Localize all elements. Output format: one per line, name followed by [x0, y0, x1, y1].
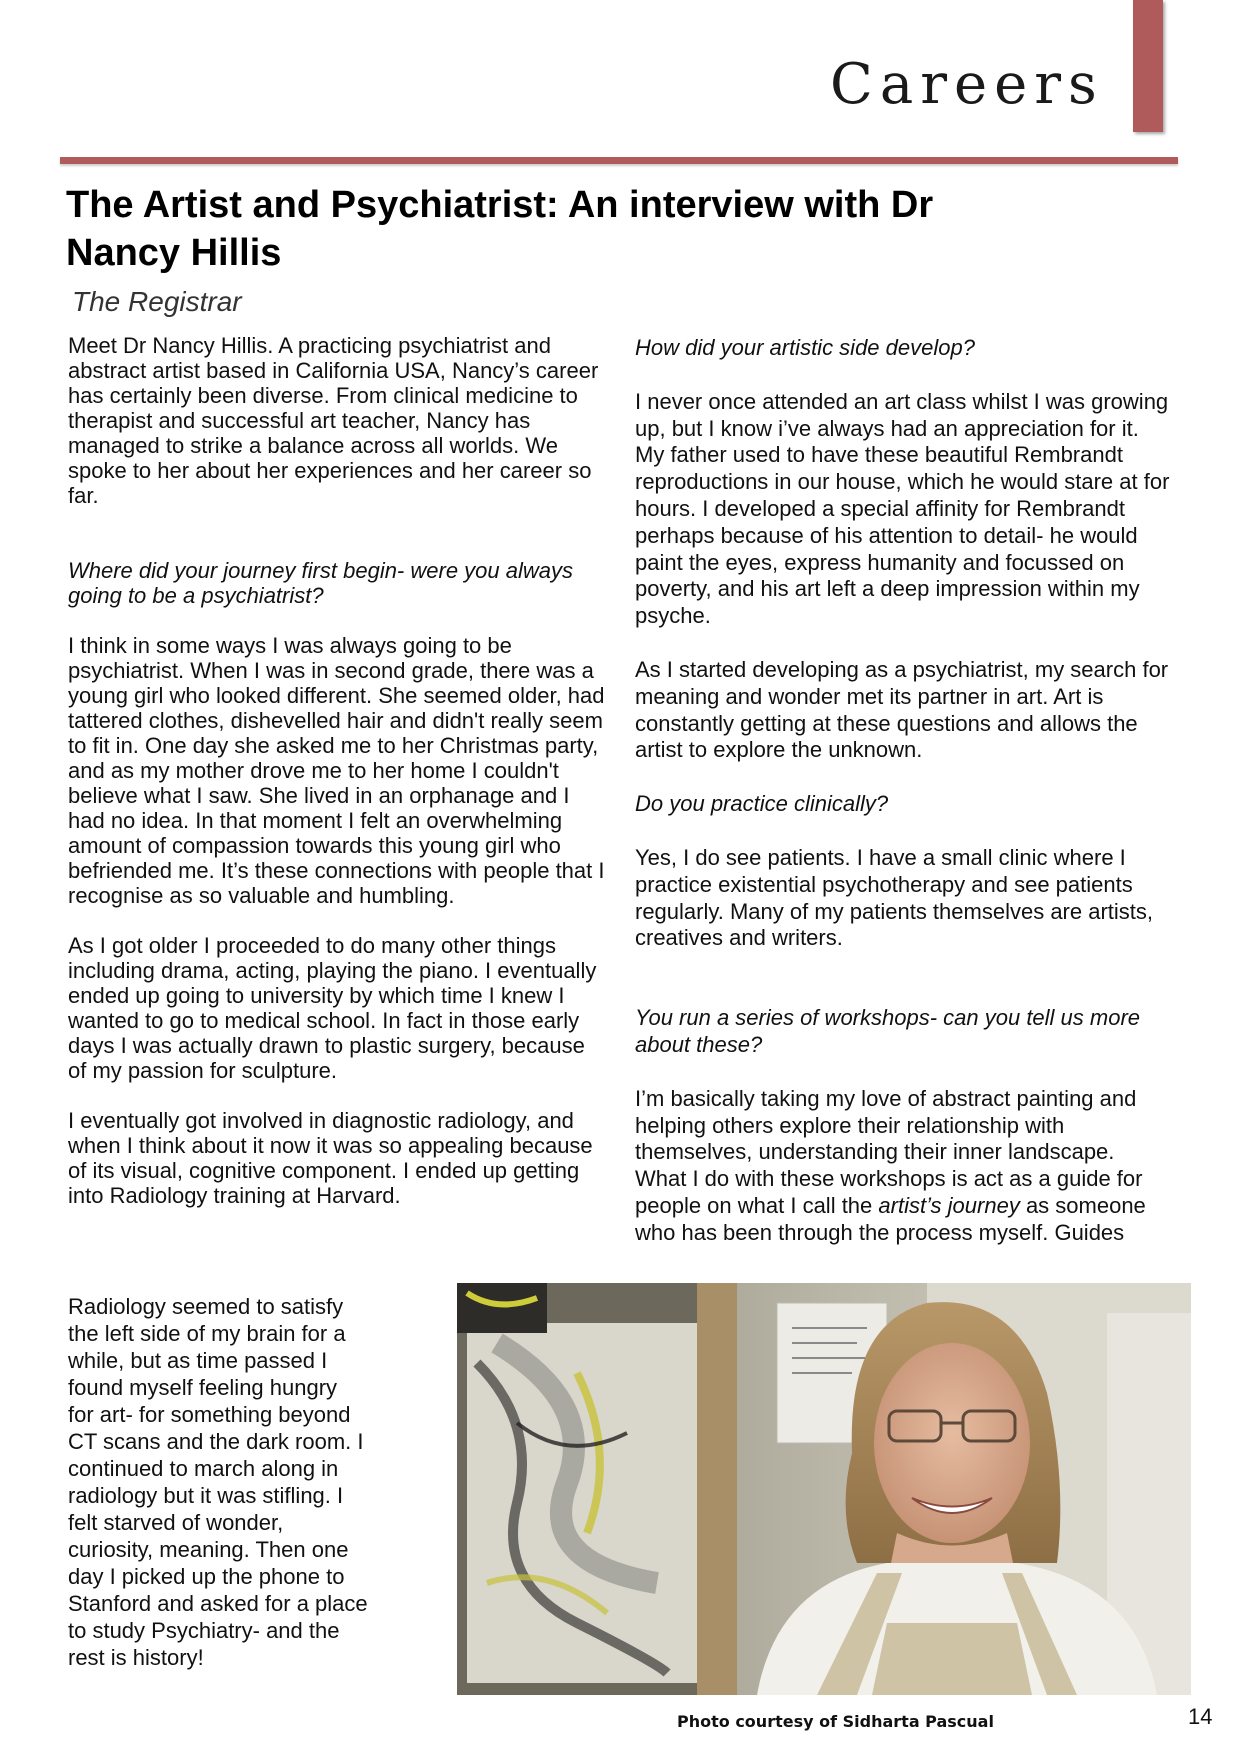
header-rule — [60, 157, 1178, 164]
paragraph-spacer — [635, 764, 1170, 791]
workshop-answer-emphasis: artist’s journey — [878, 1192, 1020, 1218]
article-byline: The Registrar — [72, 286, 242, 317]
article-title: The Artist and Psychiatrist: An interview with Dr Nancy Hillis — [66, 184, 934, 274]
portrait-photo — [457, 1283, 1191, 1695]
paragraph-spacer — [635, 1059, 1170, 1086]
question-journey: Where did your journey first begin- were you always going to be a psychiatrist? — [68, 558, 574, 608]
page-number: 14 — [1188, 1704, 1213, 1729]
photo-caption: Photo courtesy of Sidharta Pascual — [677, 1712, 994, 1731]
intro-paragraph: Meet Dr Nancy Hillis. A practicing psychiatrist and abstract artist based in California USA, Nancy’s career has certainly been diverse. From clinical medicine to therapist and successful art teacher, Nancy has managed to strike a balance across all worlds. We spoke to her about her experiences and her career so far. — [68, 333, 599, 508]
paragraph-spacer — [635, 952, 1170, 1005]
left-column — [68, 333, 608, 1208]
answer-paragraph: I never once attended an art class whilst I was growing up, but I know i’ve always had an appreciation for it. My father used to have these beautiful Rembrandt reproductions in our house, which he would stare at for hours. I developed a special affinity for Rembrandt perhaps because of his attention to detail- he would paint the eyes, express humanity and focussed on poverty, and his art left a deep impression within my psyche. — [635, 388, 1170, 629]
section-title: Careers — [830, 52, 1104, 117]
answer-paragraph: Radiology seemed to satisfy the left side of my brain for a while, but as time passed I found myself feeling hungry for art- for something beyond CT scans and the dark room. I continued to march along in radiology but it was stifling. I felt starved of wonder, curiosity, meaning. Then one day I picked up the phone to Stanford and asked for a place to study Psychiatry- and the rest is history! — [68, 1294, 368, 1670]
corner-tab-decoration — [1133, 0, 1163, 132]
answer-paragraph: I eventually got involved in diagnostic radiology, and when I think about it now it was so appealing because of its visual, cognitive component. I ended up getting into Radiology training at Harvard. — [68, 1108, 593, 1208]
bottom-left-column — [68, 1293, 368, 1671]
question-clinical: Do you practice clinically? — [635, 791, 889, 817]
answer-paragraph: As I started developing as a psychiatrist, my search for meaning and wonder met its partner in art. Art is constantly getting at these questions and allows the artist to explore the unknown. — [635, 656, 1169, 763]
workshop-answer-text: as someone who has been through the process myself. Guides — [635, 1192, 1146, 1245]
paragraph-spacer — [635, 630, 1170, 657]
paragraph-spacer — [68, 908, 608, 933]
paragraph-spacer — [68, 1083, 608, 1108]
answer-paragraph: I think in some ways I was always going to be psychiatrist. When I was in second grade, there was a young girl who looked different. She seemed older, had tattered clothes, dishevelled hair and didn't really seem to fit in. One day she asked me to her Christmas party, and as my mother drove me to her home I couldn't believe what I saw. She lived in an orphanage and I had no idea. In that moment I felt an overwhelming amount of compassion towards this young girl who befriended me. It’s these connections with people that I recognise as so valuable and humbling. — [68, 633, 605, 908]
paragraph-spacer — [68, 608, 608, 633]
workshop-answer-text: I’m basically taking my love of abstract painting and helping others explore their relationship with themselves, understanding their inner landscape. What I do with these workshops is act as a guide for people on what I call the — [635, 1085, 1143, 1218]
paragraph-spacer — [68, 508, 608, 558]
answer-paragraph: As I got older I proceeded to do many other things including drama, acting, playing the piano. I eventually ended up going to university by which time I knew I wanted to go to medical school. In fact in those early days I was actually drawn to plastic surgery, because of my passion for sculpture. — [68, 933, 597, 1083]
paragraph-spacer — [635, 362, 1170, 389]
portrait-photo-illustration — [457, 1283, 1191, 1695]
right-column — [635, 335, 1170, 1247]
question-workshops: You run a series of workshops- can you tell us more about these? — [635, 1005, 1141, 1057]
paragraph-spacer — [635, 818, 1170, 845]
question-artistic: How did your artistic side develop? — [635, 335, 975, 360]
workshop-answer — [635, 1086, 1170, 1247]
answer-paragraph: Yes, I do see patients. I have a small clinic where I practice existential psychotherapy and see patients regularly. Many of my patients themselves are artists, creatives and writers. — [635, 844, 1154, 951]
